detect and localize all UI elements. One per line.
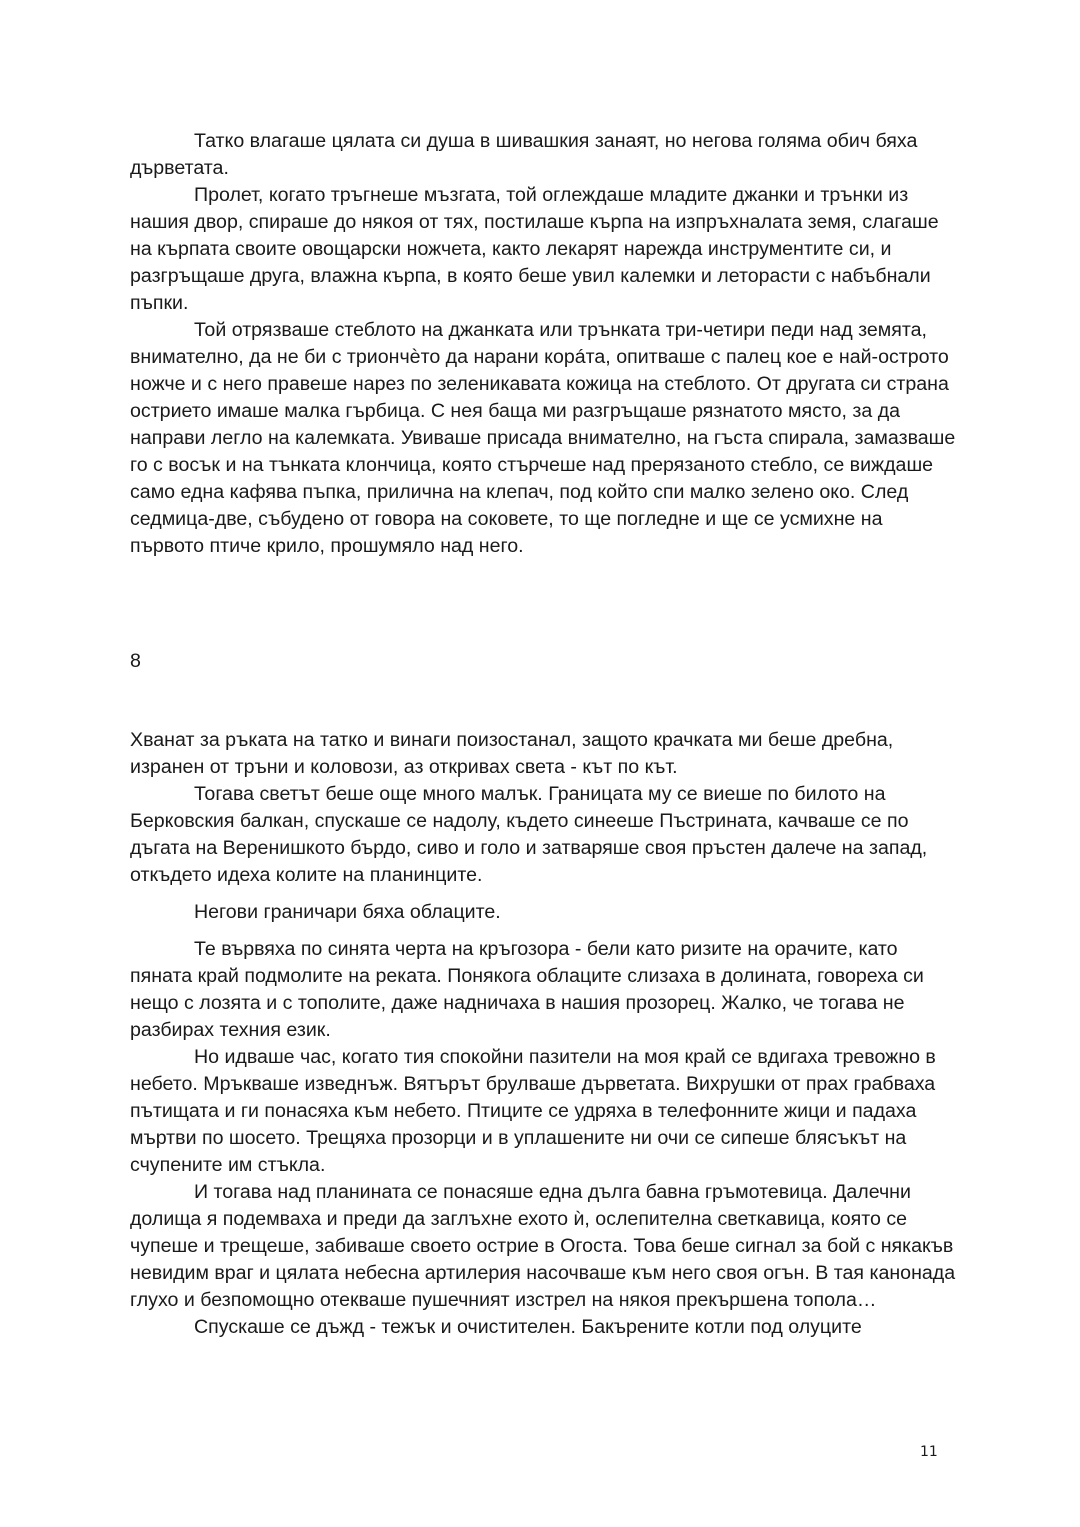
chapter-number: 8 <box>130 650 141 672</box>
paragraph: И тогава над планината се понасяше една дълга бавна гръмотевица. Далечни долища я подемваха и преди да заглъхне ехото ѝ, ослепителна светкавица, която се чупеше и трещеше, забиваше своето острие в Огоста. Това беше сигнал за бой с някакъв невидим враг и цялата небесна артилерия насочваше към него своя огън. В тая канонада глухо и безпомощно отекваше пушечният изстрел на някоя прекършена топола… <box>130 1181 956 1311</box>
page-number: 11 <box>920 1444 938 1460</box>
paragraph: Тогава светът беше още много малък. Границата му се виеше по билото на Берковския балкан, спускаше се надолу, където синееше Пъстрината, качваше се по дъгата на Веренишкото бърдо, сиво и голо и затваряше своя пръстен далече на запад, откъдето идеха колите на планинците. <box>130 783 928 886</box>
paragraph: Те вървяха по синята черта на кръгозора - бели като ризите на орачите, като пяната край подмолите на реката. Понякога облаците слизаха в долината, говореха си нещо с лозята и с тополите, даже надничаха в нашия прозорец. Жалко, че тогава не разбирах техния език. <box>130 938 924 1041</box>
paragraph: Той отрязваше стеблото на джанката или трънката три-четири педи над земята, внимателно, да не би с триончѐто да нарани корáта, опитваше с палец кое е най-острото ножче и с него правеше нарез по зеленикавата кожица на стеблото. От другата си страна острието имаше малка гърбица. С нея баща ми разгръщаше рязнатото място, за да направи легло на калемката. Увиваше присада внимателно, на гъста спирала, замазваше го с восък и на тънката клончица, която стърчеше над прерязаното стебло, се виждаше само една кафява пъпка, прилична на клепач, под който спи малко зелено око. След седмица-две, събудено от говора на соковете, то ще погледне и ще се усмихне на първото птиче крило, прошумяло над него. <box>130 319 956 557</box>
section-1-text <box>130 128 960 560</box>
paragraph: Татко влагаше цялата си душа в шивашкия занаят, но негова голяма обич бяха дърветата. <box>130 130 918 179</box>
section-2-text <box>130 727 960 1341</box>
paragraph: Спускаше се дъжд - тежък и очистителен. Бакърените котли под олуците <box>194 1316 862 1338</box>
paragraph: Пролет, когато тръгнеше мъзгата, той оглеждаше младите джанки и трънки из нашия двор, спираше до някоя от тях, постилаше кърпа на изпръхналата земя, слагаше на кърпата своите овощарски ножчета, както лекарят нарежда инструментите си, и разгръщаше друга, влажна кърпа, в която беше увил калемки и леторасти с набъбнали пъпки. <box>130 184 939 314</box>
paragraph: Но идваше час, когато тия спокойни пазители на моя край се вдигаха тревожно в небето. Мръкваше изведнъж. Вятърът брулваше дърветата. Вихрушки от прах грабваха пътищата и ги понасяха към небето. Птиците се удряха в телефонните жици и падаха мъртви по шосето. Трещяха прозорци и в уплашените ни очи се сипеше блясъкът на счупените им стъкла. <box>130 1046 936 1176</box>
paragraph: Негови граничари бяха облаците. <box>194 901 501 923</box>
paragraph: Хванат за ръката на татко и винаги поизостанал, защото крачката ми беше дребна, изранен от тръни и коловози, аз откривах света - кът по кът. <box>130 729 894 778</box>
